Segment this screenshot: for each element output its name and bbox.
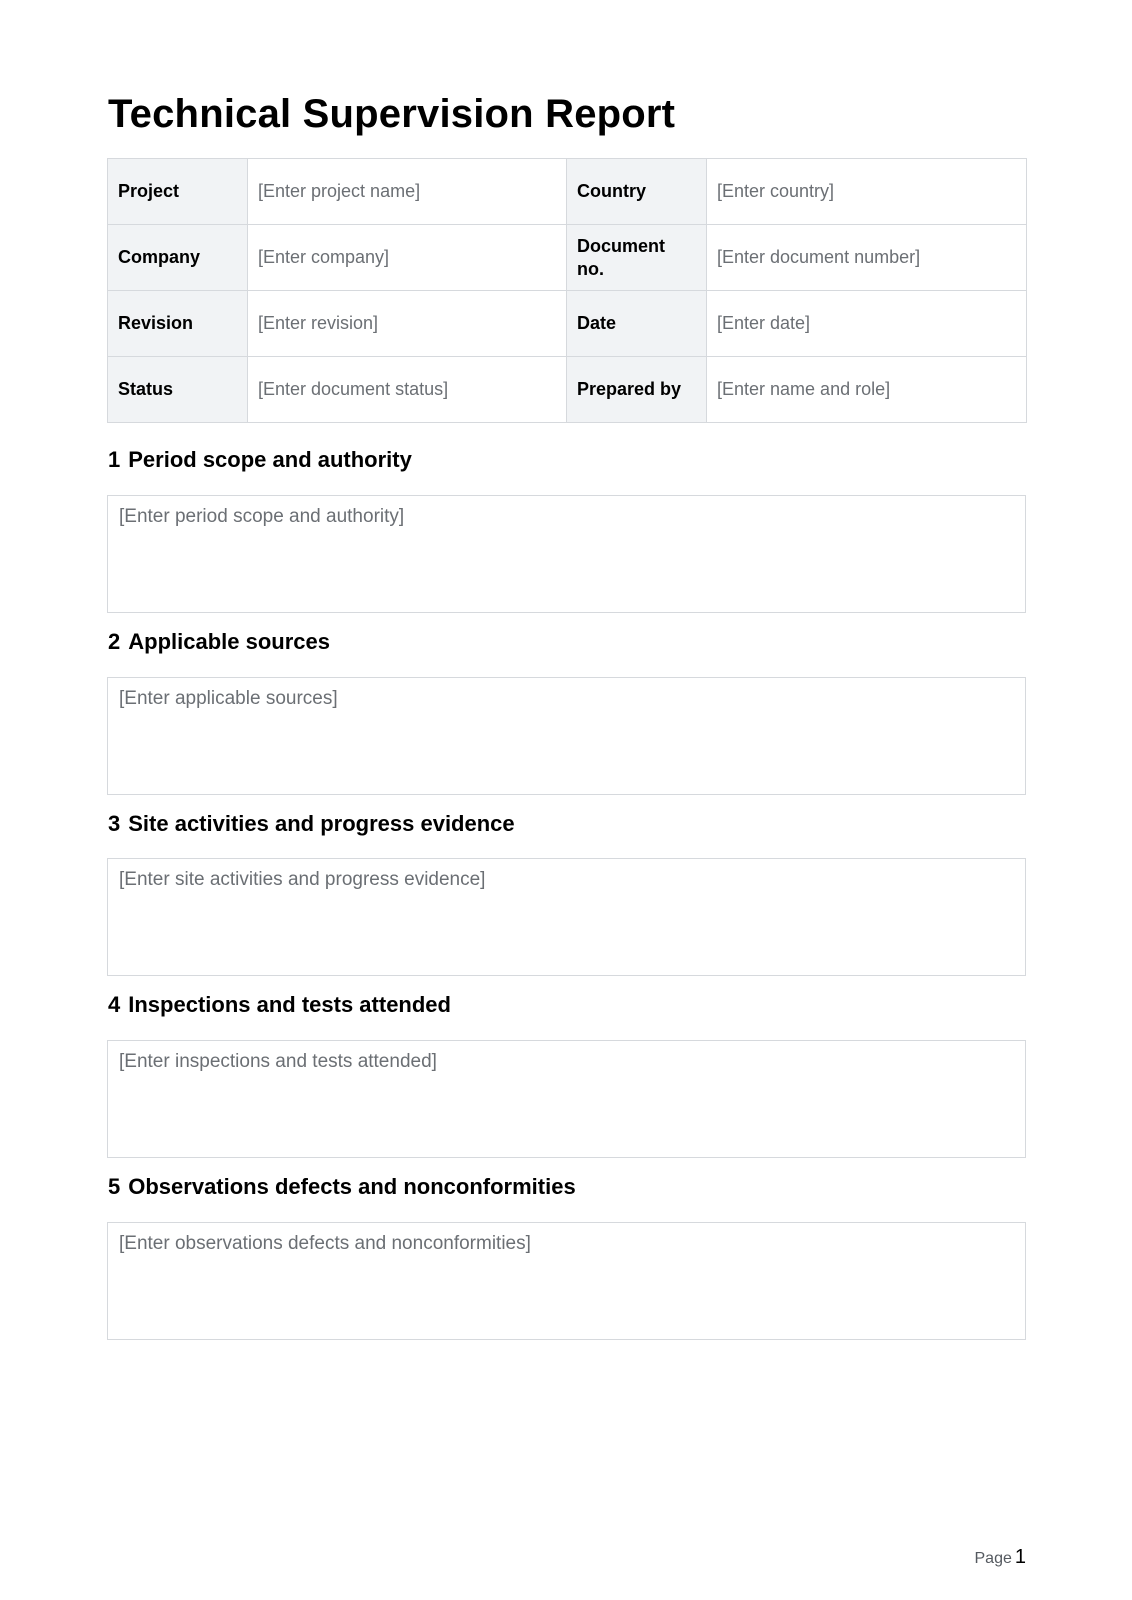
section-2-heading	[108, 628, 330, 656]
info-row-company	[108, 225, 1027, 291]
info-row-status	[108, 357, 1027, 423]
page-footer	[975, 1546, 1027, 1569]
section-3-heading	[108, 810, 515, 838]
section-4-title: Inspections and tests attended	[128, 992, 451, 1017]
section-4-number: 4	[108, 992, 121, 1017]
section-5-field[interactable]: [Enter observations defects and nonconformities]	[107, 1222, 1026, 1340]
page-number: 1	[1014, 1546, 1026, 1568]
country-field[interactable]: [Enter country]	[707, 159, 1027, 225]
date-label: Date	[567, 291, 707, 357]
section-2-number: 2	[108, 629, 121, 654]
section-3-field[interactable]: [Enter site activities and progress evidence]	[107, 858, 1026, 976]
company-field[interactable]: [Enter company]	[248, 225, 567, 291]
revision-label: Revision	[108, 291, 248, 357]
section-1-title: Period scope and authority	[128, 447, 412, 472]
section-3-title: Site activities and progress evidence	[128, 811, 515, 836]
section-2-field[interactable]: [Enter applicable sources]	[107, 677, 1026, 795]
project-field[interactable]: [Enter project name]	[248, 159, 567, 225]
prepared-by-label: Prepared by	[567, 357, 707, 423]
date-field[interactable]: [Enter date]	[707, 291, 1027, 357]
section-5-number: 5	[108, 1174, 121, 1199]
section-5-title: Observations defects and nonconformities	[128, 1174, 576, 1199]
project-label: Project	[108, 159, 248, 225]
section-3-number: 3	[108, 811, 121, 836]
country-label: Country	[567, 159, 707, 225]
section-2-title: Applicable sources	[128, 629, 330, 654]
status-label: Status	[108, 357, 248, 423]
section-4-field[interactable]: [Enter inspections and tests attended]	[107, 1040, 1026, 1158]
company-label: Company	[108, 225, 248, 291]
info-row-revision	[108, 291, 1027, 357]
section-5-heading	[108, 1173, 576, 1201]
prepared-by-field[interactable]: [Enter name and role]	[707, 357, 1027, 423]
document-number-label: Document no.	[567, 225, 707, 291]
section-1-number: 1	[108, 447, 121, 472]
document-number-field[interactable]: [Enter document number]	[707, 225, 1027, 291]
revision-field[interactable]: [Enter revision]	[248, 291, 567, 357]
info-row-project	[108, 159, 1027, 225]
status-field[interactable]: [Enter document status]	[248, 357, 567, 423]
document-info-table	[107, 158, 1027, 423]
section-1-heading	[108, 446, 412, 474]
page-label: Page	[974, 1550, 1012, 1567]
section-1-field[interactable]: [Enter period scope and authority]	[107, 495, 1026, 613]
section-4-heading	[108, 991, 451, 1019]
document-title: Technical Supervision Report	[108, 92, 676, 136]
